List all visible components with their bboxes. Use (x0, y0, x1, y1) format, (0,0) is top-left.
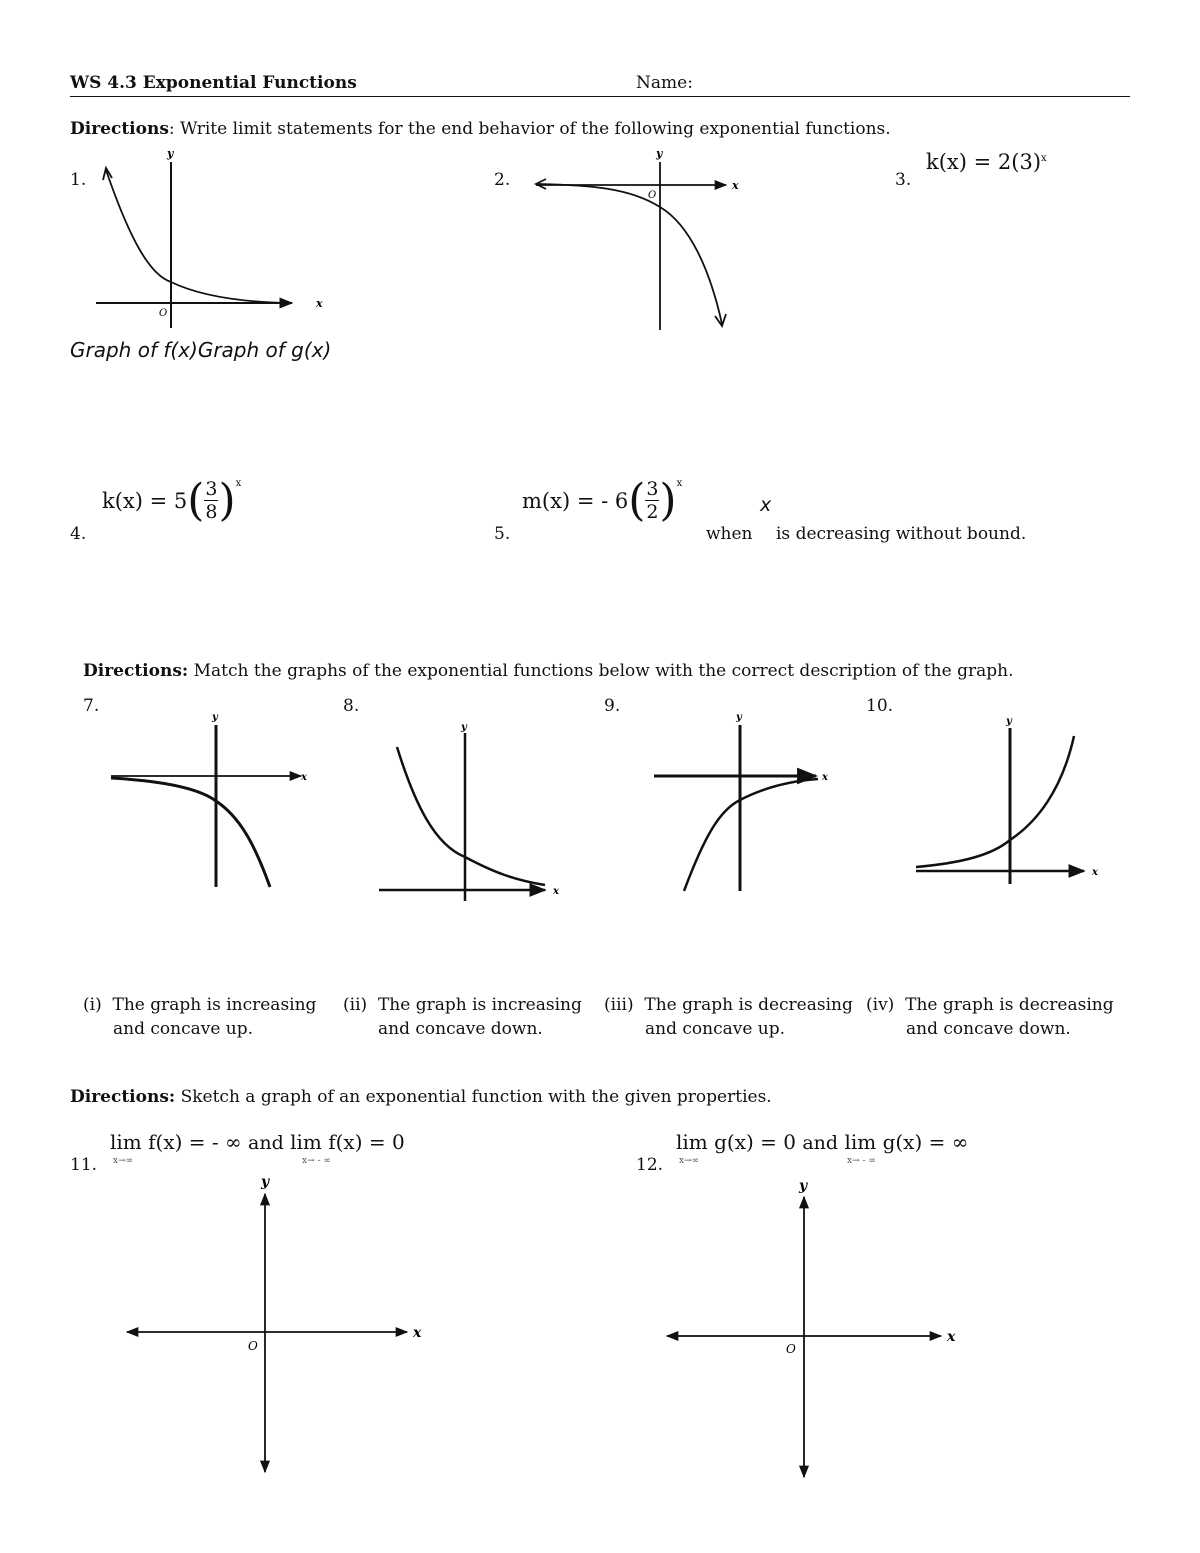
graph-9-plot (650, 705, 850, 895)
graph-2-origin-label: O (648, 190, 657, 201)
description-iv-line1: The graph is decreasing (905, 995, 1114, 1015)
problem-5-paren-open: ( (628, 474, 646, 526)
directions-3-label: Directions: (70, 1087, 176, 1107)
problem-4-func-left: k(x) = 5 (102, 488, 188, 513)
problem-3-exponent: x (1041, 153, 1047, 164)
problem-11-lim2: lim f(x) = 0 (290, 1130, 405, 1154)
graph-2-x-label: x (732, 179, 739, 192)
sketch-axes-11 (115, 1170, 445, 1480)
directions-2-label: Directions: (83, 661, 189, 681)
problem-12-number: 12. (636, 1155, 664, 1175)
sketch-axes-12 (655, 1175, 985, 1485)
problem-11-limits (110, 1130, 405, 1154)
problem-11-sub2: x→ - ∞ (302, 1156, 331, 1166)
graph-8-plot (375, 715, 575, 905)
problem-3-number: 3. (895, 170, 912, 190)
description-iii-line1: The graph is decreasing (644, 995, 853, 1015)
graph-2-curve (538, 184, 722, 324)
problem-5-when: when (706, 524, 753, 544)
description-iv (866, 993, 1114, 1041)
problem-3-func-left: k(x) = 2 (926, 150, 1012, 174)
problem-12-sub1: x→∞ (679, 1156, 700, 1166)
graph-10-curve (916, 736, 1074, 867)
description-i-line2: and concave up. (113, 1019, 254, 1039)
description-ii-label: (ii) (343, 995, 368, 1015)
sketch-12-origin-label: O (786, 1342, 796, 1356)
graph-7-x-label: x (301, 772, 307, 783)
problem-5-function (522, 474, 683, 526)
graph-2-plot (530, 140, 770, 340)
problem-5-fraction (645, 478, 659, 523)
graph-8-x-label: x (553, 886, 559, 897)
problem-5-frac-den: 2 (646, 501, 659, 523)
problem-2-number: 2. (494, 170, 511, 190)
description-iii-line2: and concave up. (645, 1019, 786, 1039)
problem-11-number: 11. (70, 1155, 98, 1175)
name-label: Name: (636, 73, 693, 93)
sketch-12-x-label: x (947, 1329, 956, 1345)
problem-5-func-left: m(x) = - 6 (522, 488, 629, 513)
graph-2-y-label: y (656, 147, 663, 160)
problem-8-number: 8. (343, 696, 360, 716)
problem-1-number: 1. (70, 170, 87, 190)
graph-8-y-label: y (461, 722, 467, 733)
graph-9-x-label: x (822, 772, 828, 783)
description-i-line1: The graph is increasing (112, 995, 317, 1015)
sketch-11-origin-label: O (248, 1339, 258, 1353)
problem-5-variable: x (760, 494, 772, 516)
description-ii (343, 993, 582, 1041)
problem-3-function (926, 150, 1047, 174)
problem-12-and: and (802, 1132, 839, 1154)
graph-9-y-label: y (736, 712, 742, 723)
problem-11-sub1: x→∞ (113, 1156, 134, 1166)
graph-1-x-label: x (316, 297, 323, 310)
graph-8-curve (397, 747, 545, 885)
description-iv-line2: and concave down. (906, 1019, 1071, 1039)
sketch-11-y-label: y (261, 1174, 270, 1190)
problem-5-tail: is decreasing without bound. (776, 524, 1027, 544)
problem-9-number: 9. (604, 696, 621, 716)
problem-4-frac-num: 3 (205, 478, 218, 500)
sketch-11-x-label: x (413, 1325, 422, 1341)
graph-10-x-label: x (1092, 867, 1098, 878)
directions-1-text: : Write limit statements for the end behavior of the following exponential functions. (168, 119, 891, 139)
directions-1-label: Directions (70, 119, 169, 139)
graph-caption: Graph of f(x)Graph of g(x) (70, 338, 332, 362)
problem-5-frac-num: 3 (646, 478, 659, 500)
graph-10-plot (912, 710, 1112, 890)
graph-1-curve (106, 170, 288, 303)
graph-1-y-label: y (167, 147, 174, 160)
directions-2 (83, 661, 1013, 681)
problem-4-fraction (204, 478, 218, 523)
graph-7-curve (111, 778, 270, 887)
problem-7-number: 7. (83, 696, 100, 716)
directions-2-text: Match the graphs of the exponential functions below with the correct description of the graph. (188, 661, 1014, 681)
problem-11-lim1: lim f(x) = - ∞ (110, 1130, 242, 1154)
graph-1-origin-label: O (159, 308, 168, 319)
description-i (83, 993, 316, 1041)
graph-7-plot (105, 705, 315, 895)
problem-4-paren-close: ) (218, 474, 236, 526)
problem-12-sub2: x→ - ∞ (847, 1156, 876, 1166)
directions-3 (70, 1087, 772, 1107)
problem-4-exponent: x (235, 478, 242, 489)
graph-10-y-label: y (1006, 716, 1012, 727)
graph-1-plot (90, 140, 350, 340)
problem-3-func-base: (3) (1011, 150, 1042, 174)
problem-4-function (102, 474, 242, 526)
problem-12-lim1: lim g(x) = 0 (676, 1130, 796, 1154)
graph-9-curve (684, 779, 818, 891)
graph-7-y-label: y (212, 712, 218, 723)
problem-5-paren-close: ) (659, 474, 677, 526)
description-ii-line1: The graph is increasing (377, 995, 582, 1015)
problem-4-frac-den: 8 (205, 501, 218, 523)
problem-12-lim2: lim g(x) = ∞ (844, 1130, 969, 1154)
problem-5-exponent: x (676, 478, 683, 489)
description-iii (604, 993, 853, 1041)
description-i-label: (i) (83, 995, 102, 1015)
description-iv-label: (iv) (866, 995, 895, 1015)
description-iii-label: (iii) (604, 995, 634, 1015)
problem-5-number: 5. (494, 524, 511, 544)
problem-12-limits (676, 1130, 968, 1154)
problem-4-paren-open: ( (187, 474, 205, 526)
problem-4-number: 4. (70, 524, 87, 544)
worksheet-title: WS 4.3 Exponential Functions (70, 73, 357, 93)
problem-11-and: and (248, 1132, 284, 1154)
sketch-12-y-label: y (799, 1178, 808, 1194)
problem-10-number: 10. (866, 696, 894, 716)
directions-3-text: Sketch a graph of an exponential function with the given properties. (175, 1087, 772, 1107)
description-ii-line2: and concave down. (378, 1019, 543, 1039)
